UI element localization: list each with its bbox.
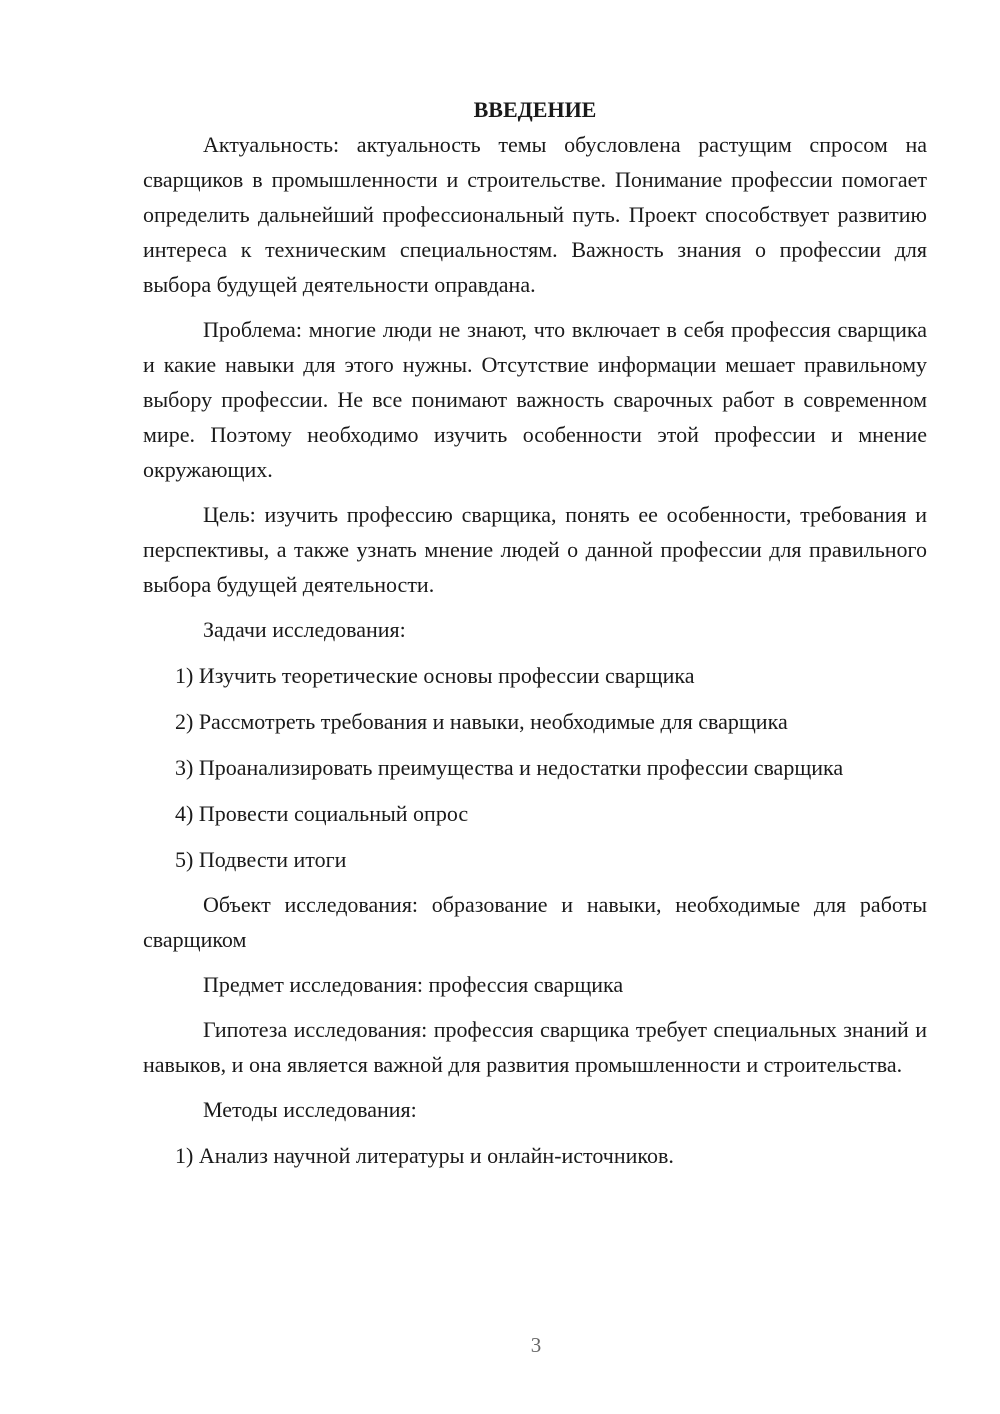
- task-item-5: 5) Подвести итоги: [175, 847, 347, 872]
- object-paragraph: Объект исследования: образование и навыки, необходимые для работы сварщиком: [143, 892, 927, 952]
- problem-paragraph: Проблема: многие люди не знают, что включает в себя профессия сварщика и какие навыки для этого нужны. Отсутствие информации мешает правильному выбору профессии. Не все понимают важность сварочных работ в современном мире. Поэтому необходимо изучить особенности этой профессии и мнение окружающих.: [143, 317, 927, 482]
- document-page: [143, 92, 927, 1173]
- task-item-4: 4) Провести социальный опрос: [175, 801, 469, 826]
- method-item-1: 1) Анализ научной литературы и онлайн-источников.: [175, 1143, 674, 1168]
- tasks-heading: Задачи исследования:: [203, 617, 406, 642]
- hypothesis-paragraph: Гипотеза исследования: профессия сварщика требует специальных знаний и навыков, и она является важной для развития промышленности и строительства.: [143, 1017, 927, 1077]
- task-item-3: 3) Проанализировать преимущества и недостатки профессии сварщика: [175, 755, 844, 780]
- section-title: ВВЕДЕНИЕ: [473, 97, 597, 122]
- relevance-paragraph: Актуальность: актуальность темы обусловлена растущим спросом на сварщиков в промышленности и строительстве. Понимание профессии помогает определить дальнейший профессиональный путь. Проект способствует развитию интереса к техническим специальностям. Важность знания о профессии для выбора будущей деятельности оправдана.: [143, 132, 927, 297]
- goal-paragraph: Цель: изучить профессию сварщика, понять ее особенности, требования и перспективы, а также узнать мнение людей о данной профессии для правильного выбора будущей деятельности.: [143, 502, 927, 597]
- page-number: 3: [530, 1333, 542, 1357]
- methods-heading: Методы исследования:: [203, 1097, 417, 1122]
- task-item-2: 2) Рассмотреть требования и навыки, необходимые для сварщика: [175, 709, 788, 734]
- task-item-1: 1) Изучить теоретические основы профессии сварщика: [175, 663, 695, 688]
- subject-paragraph: Предмет исследования: профессия сварщика: [203, 972, 624, 997]
